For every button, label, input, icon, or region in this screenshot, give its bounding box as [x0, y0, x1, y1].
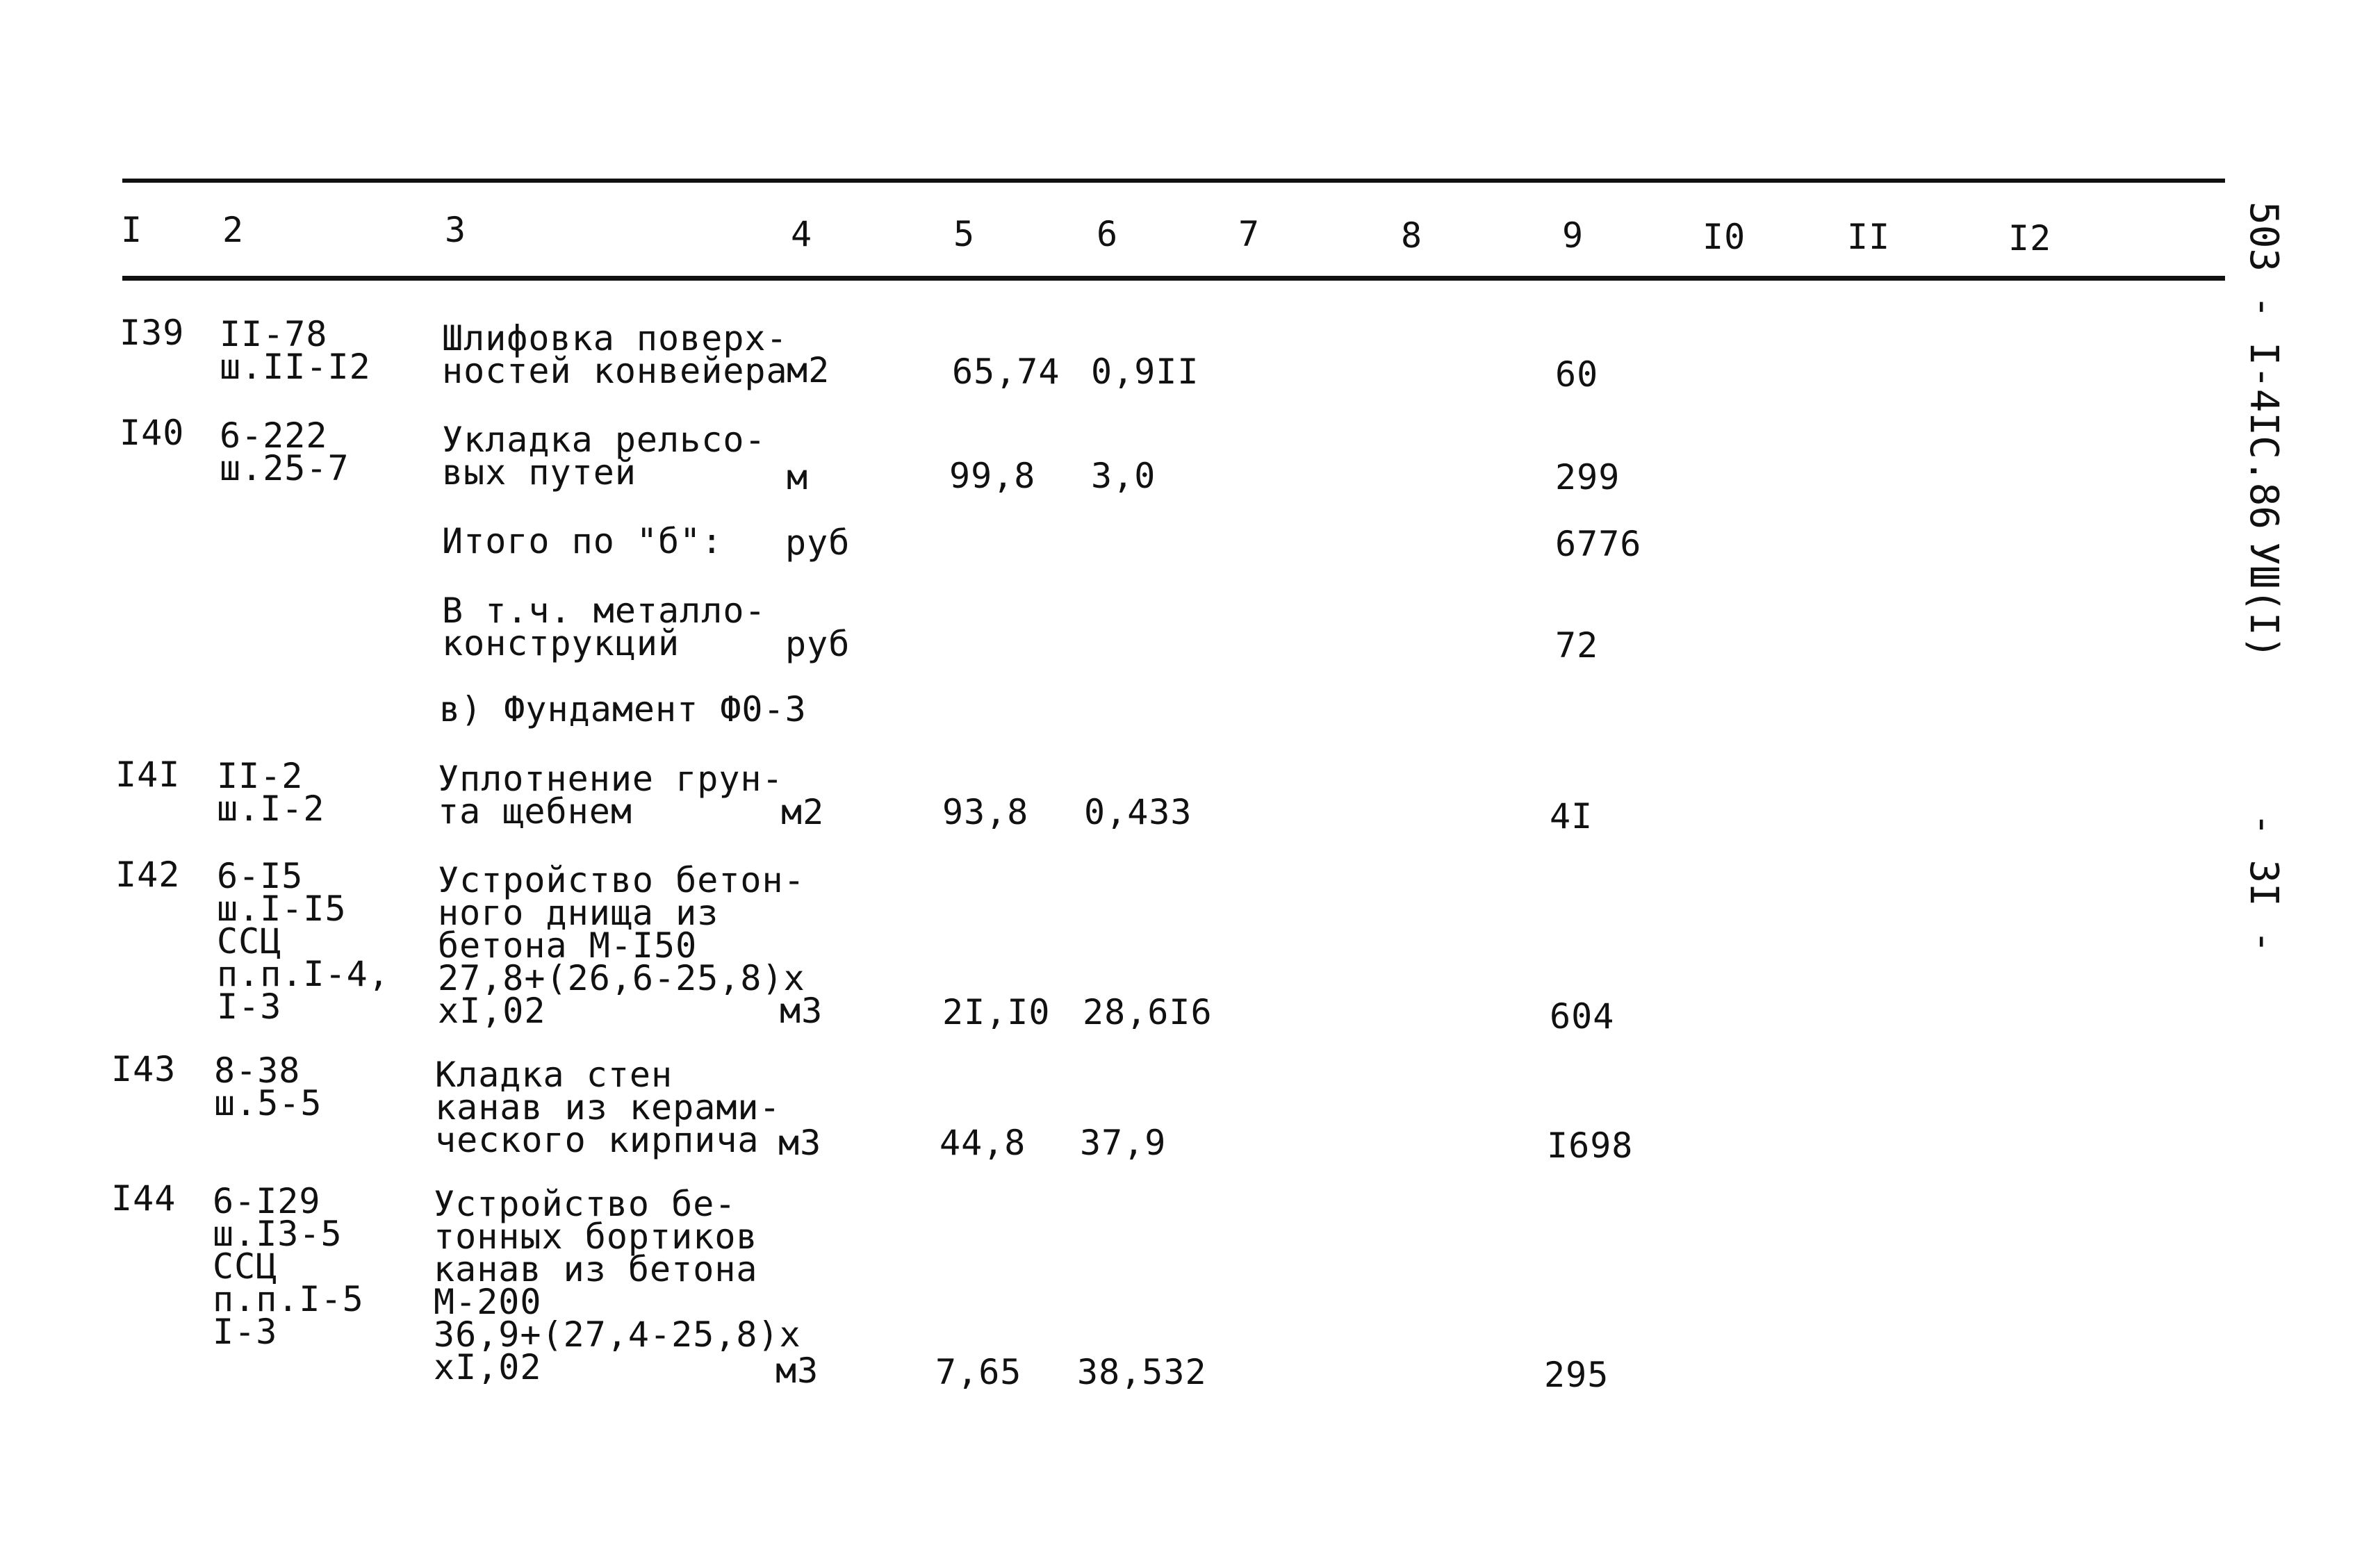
subtotal-unit: руб [785, 522, 851, 563]
section-code: УШ(I) [2241, 542, 2286, 659]
row-description: Кладка стен канав из керами- ческого кирпича [435, 1055, 781, 1160]
metalwork-label: В т.ч. металло- конструкций [442, 591, 766, 663]
col-header-10: I0 [1702, 217, 1746, 257]
col-header-9: 9 [1562, 215, 1584, 256]
row-description: Укладка рельсо- вых путей [442, 420, 766, 493]
page-number: - 3I - [2241, 813, 2286, 954]
row-number: I44 [111, 1178, 177, 1219]
row-number: I4I [115, 754, 181, 795]
row-unit-price: 38,532 [1077, 1352, 1207, 1392]
row-code: 6-I29 ш.I3-5 ССЦ п.п.I-5 I-3 [213, 1181, 364, 1352]
row-number: I43 [111, 1049, 177, 1089]
row-description: Уплотнение грун- та щебнем [438, 759, 784, 832]
row-total: 295 [1544, 1355, 1609, 1395]
row-unit: м [787, 457, 809, 497]
row-unit-price: 37,9 [1080, 1123, 1167, 1163]
row-total: 604 [1550, 996, 1615, 1037]
col-header-8: 8 [1401, 215, 1423, 256]
row-code: 8-38 ш.5-5 [214, 1050, 322, 1123]
header-rule [122, 276, 2225, 281]
row-description: Устройство бетон- ного днища из бетона М-I50 27,8+(26,6-25,8)х хI,02 [438, 860, 805, 1031]
col-header-7: 7 [1238, 214, 1261, 254]
row-total: I698 [1547, 1125, 1634, 1166]
row-quantity: 93,8 [942, 792, 1029, 832]
row-quantity: 2I,I0 [942, 992, 1051, 1032]
row-total: 60 [1555, 354, 1599, 395]
row-quantity: 99,8 [949, 456, 1036, 496]
metalwork-unit: руб [785, 624, 851, 664]
col-header-1: I [121, 210, 143, 250]
row-unit: м3 [780, 991, 823, 1031]
col-header-6: 6 [1097, 214, 1119, 254]
row-quantity: 7,65 [935, 1352, 1022, 1392]
col-header-4: 4 [791, 214, 813, 254]
col-header-2: 2 [222, 210, 245, 250]
row-total: 299 [1555, 457, 1620, 497]
row-code: 6-222 ш.25-7 [220, 415, 350, 488]
col-header-3: 3 [445, 210, 467, 250]
row-unit-price: 0,9II [1091, 352, 1199, 392]
top-rule [122, 179, 2225, 183]
subtotal-label: Итого по "б": [442, 521, 723, 561]
row-total: 4I [1550, 796, 1593, 836]
row-unit: м2 [781, 792, 825, 832]
row-unit-price: 3,0 [1091, 456, 1156, 496]
row-description: Шлифовка поверх- ностей конвейера [442, 318, 788, 391]
col-header-11: II [1847, 217, 1891, 257]
row-description: Устройство бе- тонных бортиков канав из бетона М-200 36,9+(27,4-25,8)х хI,02 [434, 1184, 801, 1387]
row-code: 6-I5 ш.I-I5 ССЦ п.п.I-4, I-3 [217, 856, 390, 1027]
row-unit-price: 0,433 [1084, 792, 1192, 832]
row-unit: м2 [787, 350, 830, 390]
row-code: II-78 ш.II-I2 [220, 314, 371, 387]
row-code: II-2 ш.I-2 [217, 756, 325, 829]
row-unit-price: 28,6I6 [1083, 992, 1213, 1032]
metalwork-total: 72 [1555, 625, 1599, 666]
col-header-5: 5 [953, 214, 976, 254]
row-quantity: 65,74 [952, 352, 1060, 392]
col-header-12: I2 [2008, 218, 2052, 258]
row-quantity: 44,8 [939, 1123, 1026, 1163]
row-unit: м3 [775, 1351, 819, 1391]
row-unit: м3 [778, 1123, 822, 1163]
document-code: 503 - I-4IC.86 [2241, 201, 2286, 530]
row-number: I40 [120, 413, 185, 453]
row-number: I42 [115, 855, 181, 895]
row-number: I39 [120, 313, 185, 353]
subtotal-total: 6776 [1555, 524, 1642, 564]
section-heading: в) Фундамент Ф0-3 [439, 689, 807, 729]
